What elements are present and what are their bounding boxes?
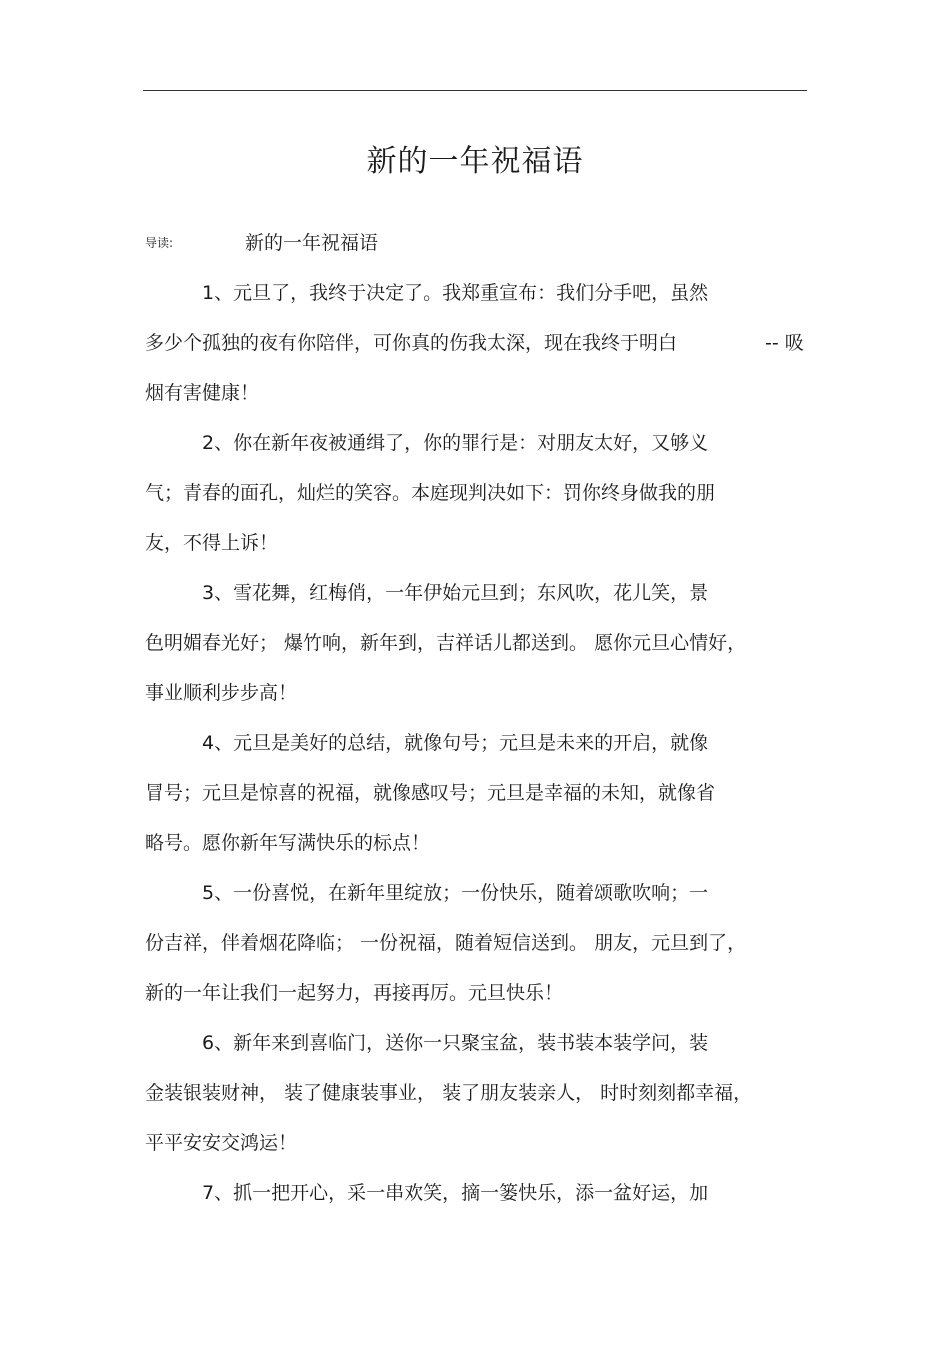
paragraph-6-line-3: 平平安安交鸿运！ — [145, 1132, 298, 1154]
paragraph-1-dash: -- 吸 — [765, 332, 804, 354]
paragraph-3-line-2: 色明媚春光好； 爆竹响，新年到，吉祥话儿都送到。 愿你元旦心情好， — [145, 632, 747, 654]
paragraph-4-line-3: 略号。愿你新年写满快乐的标点！ — [145, 832, 431, 854]
lead-text: 新的一年祝福语 — [245, 232, 379, 254]
paragraph-5-line-3: 新的一年让我们一起努力，再接再厉。元旦快乐！ — [145, 982, 564, 1004]
top-rule — [143, 90, 807, 91]
paragraph-1-line-1: 1、元旦了，我终于决定了。我郑重宣布：我们分手吧，虽然 — [202, 282, 709, 304]
paragraph-1-line-2: 多少个孤独的夜有你陪伴，可你真的伤我太深，现在我终于明白 — [145, 332, 678, 354]
paragraph-2-line-2: 气；青春的面孔，灿烂的笑容。本庭现判决如下：罚你终身做我的朋 — [145, 482, 716, 504]
paragraph-7-line-1: 7、抓一把开心，采一串欢笑，摘一篓快乐，添一盆好运，加 — [202, 1182, 709, 1204]
document-title: 新的一年祝福语 — [366, 144, 584, 179]
paragraph-5-line-1: 5、一份喜悦，在新年里绽放；一份快乐，随着颂歌吹响；一 — [202, 882, 709, 904]
paragraph-2-line-1: 2、你在新年夜被通缉了，你的罪行是：对朋友太好，又够义 — [202, 432, 709, 454]
paragraph-1-line-3: 烟有害健康！ — [145, 382, 260, 404]
paragraph-3-line-1: 3、雪花舞，红梅俏，一年伊始元旦到；东风吹，花儿笑，景 — [202, 582, 709, 604]
paragraph-5-line-2: 份吉祥，伴着烟花降临； 一份祝福，随着短信送到。 朋友，元旦到了， — [145, 932, 747, 954]
paragraph-6-line-2: 金装银装财神， 装了健康装事业， 装了朋友装亲人， 时时刻刻都幸福， — [145, 1082, 753, 1104]
paragraph-6-line-1: 6、新年来到喜临门，送你一只聚宝盆，装书装本装学问，装 — [202, 1032, 709, 1054]
paragraph-4-line-2: 冒号；元旦是惊喜的祝福，就像感叹号；元旦是幸福的未知，就像省 — [145, 782, 716, 804]
lead-label: 导读: — [145, 236, 174, 250]
paragraph-4-line-1: 4、元旦是美好的总结，就像句号；元旦是未来的开启，就像 — [202, 732, 709, 754]
paragraph-3-line-3: 事业顺利步步高！ — [145, 682, 298, 704]
paragraph-2-line-3: 友，不得上诉！ — [145, 532, 279, 554]
